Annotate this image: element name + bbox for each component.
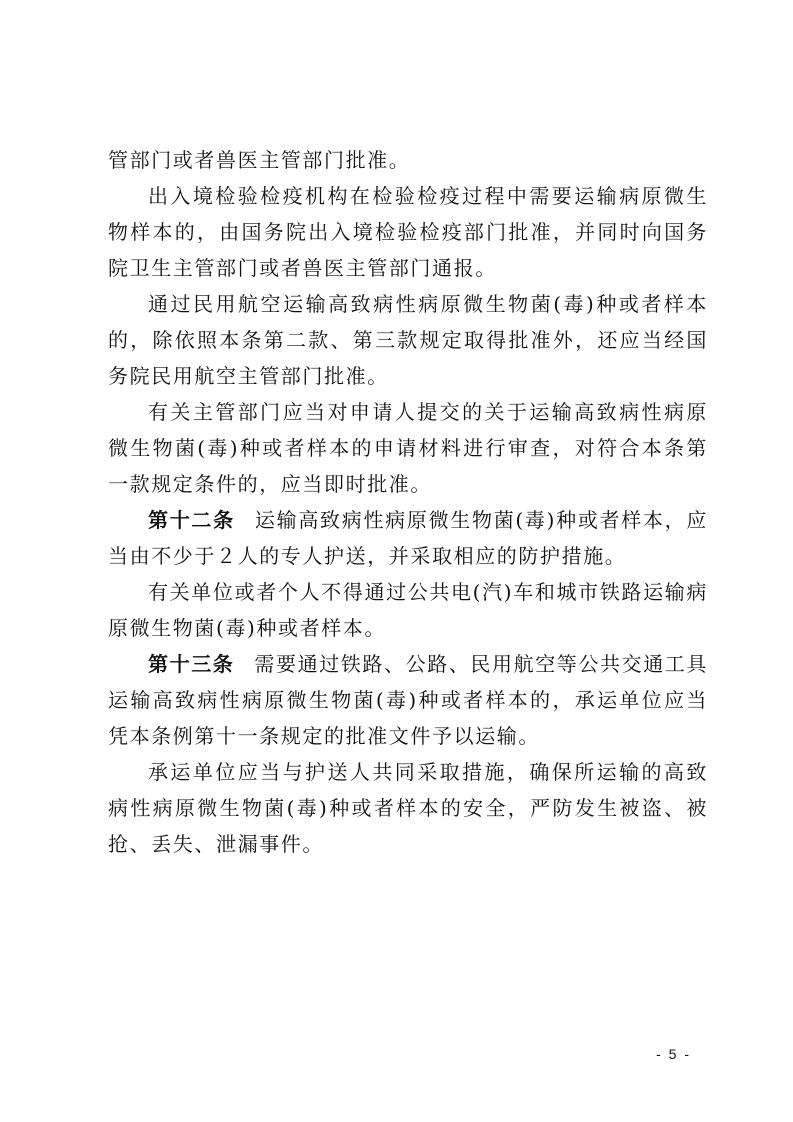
article-12 (108, 502, 708, 574)
article-number: 第十三条 (148, 652, 235, 676)
paragraph-text: 运输高致病性病原微生物菌(毒)种或者样本，应当由不少于２人的专人护送，并采取相应的防护措施。 (108, 508, 708, 568)
paragraph-text: 需要通过铁路、公路、民用航空等公共交通工具运输高致病性病原微生物菌(毒)种或者样本的，承运单位应当凭本条例第十一条规定的批准文件予以运输。 (108, 652, 709, 748)
page-number: - 5 - (656, 1046, 691, 1062)
paragraph (108, 286, 708, 394)
paragraph-text: 有关主管部门应当对申请人提交的关于运输高致病性病原微生物菌(毒)种或者样本的申请材料进行审查，对符合本条第一款规定条件的，应当即时批准。 (108, 400, 708, 496)
article-number: 第十二条 (148, 508, 235, 532)
paragraph-text: 管部门或者兽医主管部门批准。 (108, 148, 411, 172)
paragraph-continuation (108, 142, 708, 178)
article-13 (108, 646, 708, 754)
document-body (108, 142, 708, 862)
paragraph (108, 394, 708, 502)
paragraph-text: 出入境检验检疫机构在检验检疫过程中需要运输病原微生物样本的，由国务院出入境检验检疫部门批准，并同时向国务院卫生主管部门或者兽医主管部门通报。 (108, 184, 708, 280)
paragraph (108, 754, 708, 862)
paragraph (108, 574, 708, 646)
paragraph-text: 有关单位或者个人不得通过公共电(汽)车和城市铁路运输病原微生物菌(毒)种或者样本。 (108, 580, 708, 640)
paragraph-text: 承运单位应当与护送人共同采取措施，确保所运输的高致病性病原微生物菌(毒)种或者样本的安全，严防发生被盗、被抢、丢失、泄漏事件。 (108, 760, 708, 856)
paragraph (108, 178, 708, 286)
paragraph-text: 通过民用航空运输高致病性病原微生物菌(毒)种或者样本的，除依照本条第二款、第三款规定取得批准外，还应当经国务院民用航空主管部门批准。 (108, 292, 708, 388)
